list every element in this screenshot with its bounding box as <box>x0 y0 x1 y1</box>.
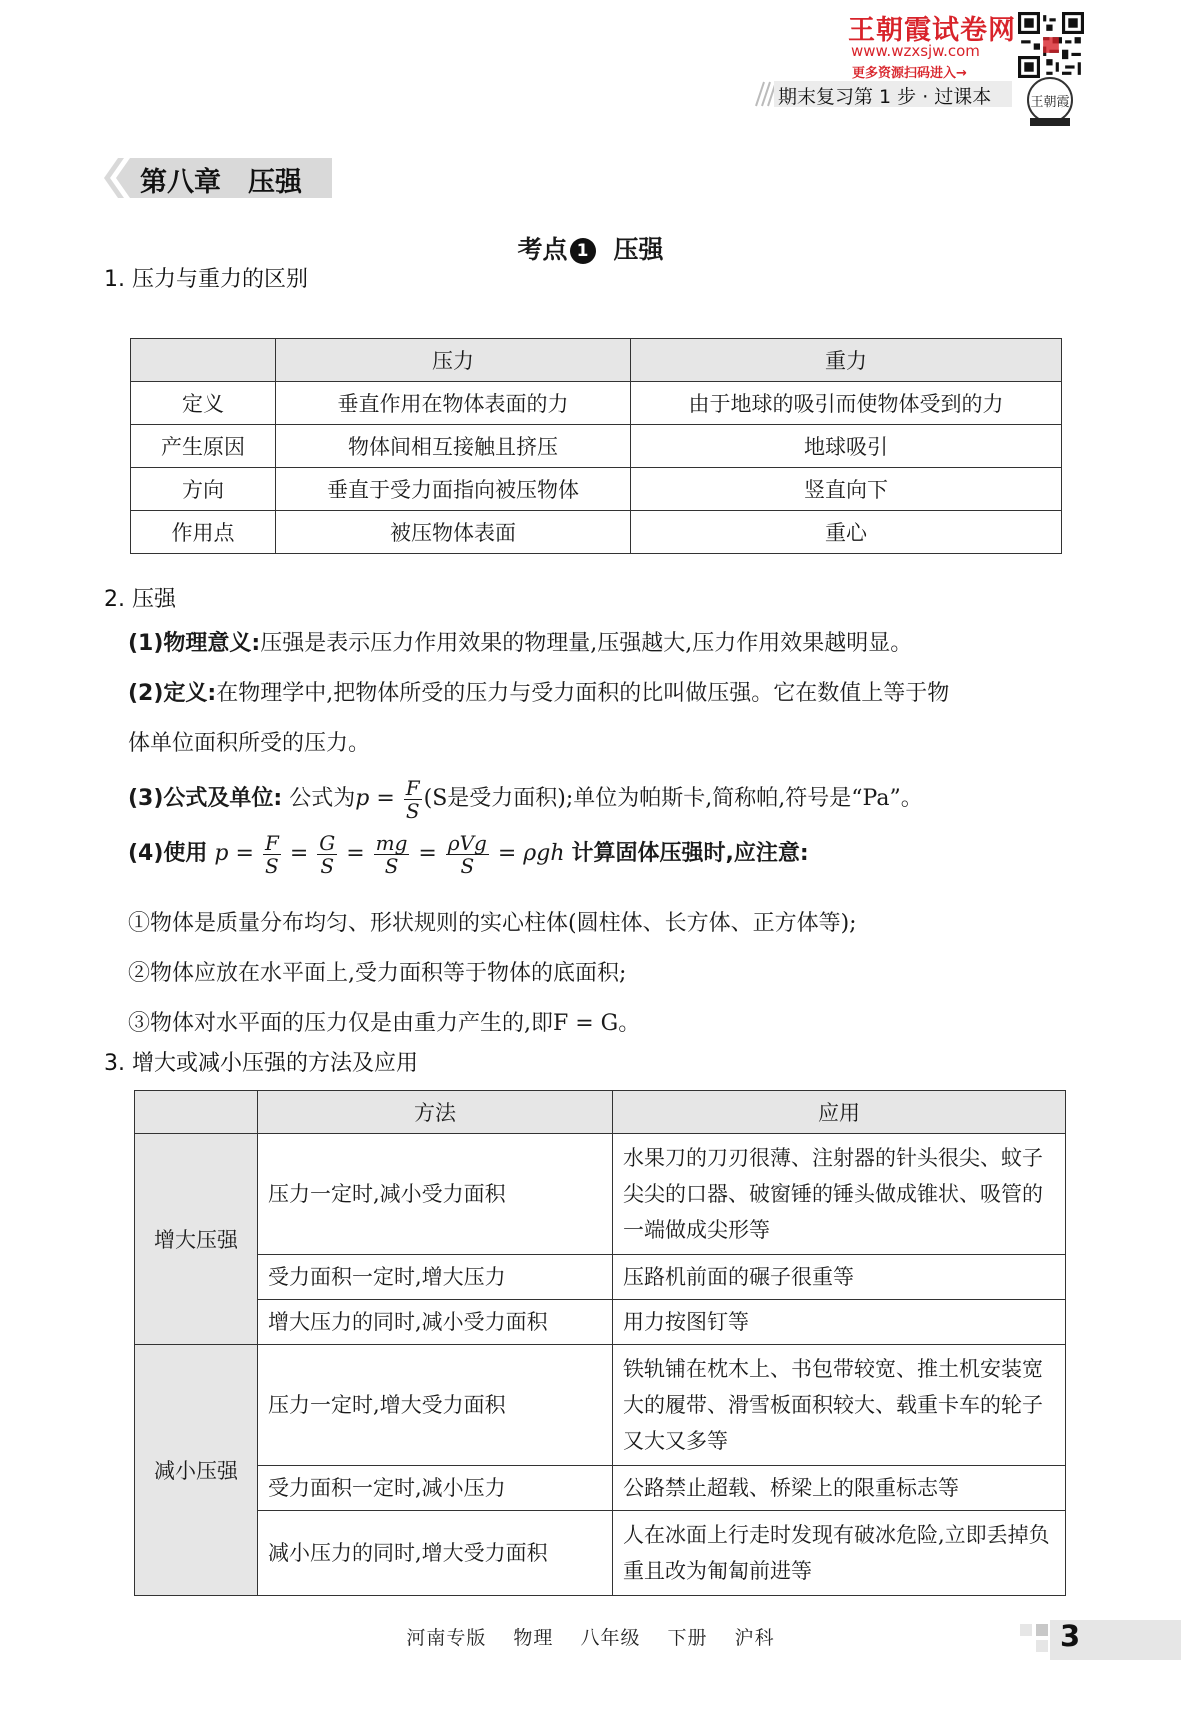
gravity-cell: 重心 <box>631 511 1062 554</box>
section2-heading: 2. 压强 <box>104 587 176 612</box>
page-decoration-icon <box>1018 1622 1052 1656</box>
fraction <box>404 777 422 822</box>
kaodian-heading <box>0 230 1181 266</box>
application-cell: 铁轨铺在枕木上、书包带较宽、推土机安装宽大的履带、滑雪板面积较大、载重卡车的轮子又大又多等 <box>613 1345 1066 1466</box>
group-label: 减小压强 <box>135 1345 258 1596</box>
gravity-cell: 由于地球的吸引而使物体受到的力 <box>631 382 1062 425</box>
gravity-cell: 竖直向下 <box>631 468 1062 511</box>
row-label: 产生原因 <box>131 425 276 468</box>
text: (S是受力面积);单位为帕斯卡,简称帕,符号是“Pa”。 <box>423 786 923 811</box>
qr-code-icon[interactable] <box>1018 12 1084 78</box>
brand-more-text: 更多资源扫码进入→ <box>852 66 967 81</box>
application-cell: 人在冰面上行走时发现有破冰危险,立即丢掉负重且改为匍匐前进等 <box>613 1511 1066 1596</box>
section1-heading: 1. 压力与重力的区别 <box>104 267 308 292</box>
table-header-cell: 方法 <box>258 1091 613 1134</box>
label: (1)物理意义: <box>128 631 261 656</box>
label: (2)定义: <box>128 681 217 706</box>
method-cell: 压力一定时,增大受力面积 <box>258 1345 613 1466</box>
pressure-methods-table <box>134 1090 1066 1596</box>
row-label: 方向 <box>131 468 276 511</box>
denominator: S <box>320 853 335 878</box>
numerator: ρVg <box>447 830 487 855</box>
brand-url[interactable]: www.wzxsjw.com <box>851 42 980 60</box>
paragraph-formula <box>128 775 923 823</box>
paragraph-usage: (4)使用 p = $\frac{F}{S}$ = $\frac{G}{S}$ = $\frac{mg}{S}$ = $\frac{\text{ρVg}}{S}$ = ρgh 计算固体压强时,应注意: <box>128 830 809 878</box>
table-row <box>135 1345 1066 1466</box>
table-header-row <box>135 1091 1066 1134</box>
pressure-cell: 物体间相互接触且挤压 <box>276 425 631 468</box>
fraction <box>263 832 281 877</box>
kaodian-title: 压强 <box>613 235 664 264</box>
kaodian-label: 考点 <box>517 235 568 264</box>
note-item: ③物体对水平面的压力仅是由重力产生的,即F = G。 <box>128 1011 641 1036</box>
table-header-cell <box>131 339 276 382</box>
row-label: 作用点 <box>131 511 276 554</box>
pressure-cell: 垂直作用在物体表面的力 <box>276 382 631 425</box>
application-cell: 压路机前面的碾子很重等 <box>613 1255 1066 1300</box>
grade: 八年级 <box>580 1627 641 1649</box>
application-cell: 公路禁止超载、桥梁上的限重标志等 <box>613 1466 1066 1511</box>
paragraph-definition-cont: 体单位面积所受的压力。 <box>128 731 371 756</box>
fraction <box>374 832 410 877</box>
formula-var: p <box>214 841 229 866</box>
denominator: S <box>405 798 420 823</box>
denominator: S <box>460 853 475 878</box>
application-cell: 水果刀的刀刃很薄、注射器的针头很尖、蚊子尖尖的口器、破窗锤的锤头做成锥状、吸管的一端做成尖形等 <box>613 1134 1066 1255</box>
table-header-cell: 重力 <box>631 339 1062 382</box>
table-row <box>131 425 1062 468</box>
table-row <box>131 511 1062 554</box>
table-header-cell <box>135 1091 258 1134</box>
text: 在物理学中,把物体所受的压力与受力面积的比叫做压强。它在数值上等于物 <box>216 681 950 706</box>
table-header-cell: 压力 <box>276 339 631 382</box>
table-row <box>135 1134 1066 1255</box>
row-label: 定义 <box>131 382 276 425</box>
volume: 下册 <box>667 1627 708 1649</box>
numerator: G <box>319 830 336 855</box>
paragraph-definition <box>128 670 949 718</box>
text: 公式为 <box>289 786 356 811</box>
numerator: mg <box>375 830 408 855</box>
equals-sign: = <box>376 786 395 811</box>
table-header-cell: 应用 <box>613 1091 1066 1134</box>
group-label: 增大压强 <box>135 1134 258 1345</box>
chapter-title: 第八章 压强 <box>140 167 302 198</box>
denominator: S <box>384 853 399 878</box>
seal-stamp-icon <box>1022 76 1082 128</box>
subject: 物理 <box>513 1627 554 1649</box>
method-cell: 增大压力的同时,减小受力面积 <box>258 1300 613 1345</box>
label: (3)公式及单位: <box>128 786 283 811</box>
pressure-cell: 垂直于受力面指向被压物体 <box>276 468 631 511</box>
method-cell: 受力面积一定时,增大压力 <box>258 1255 613 1300</box>
numerator: F <box>264 830 279 855</box>
paragraph-meaning <box>128 620 912 668</box>
formula-var: p <box>355 786 370 811</box>
note-item: ①物体是质量分布均匀、形状规则的实心柱体(圆柱体、长方体、正方体等); <box>128 911 857 936</box>
method-cell: 受力面积一定时,减小压力 <box>258 1466 613 1511</box>
review-step-label: 期末复习第 1 步 · 过课本 <box>778 86 992 108</box>
brand-name: 王朝霞试卷网 <box>848 15 1016 46</box>
text: 压强是表示压力作用效果的物理量,压强越大,压力作用效果越明显。 <box>260 631 913 656</box>
page-number: 3 <box>1060 1619 1081 1653</box>
kaodian-number-badge: 1 <box>570 238 596 264</box>
publisher: 沪科 <box>734 1627 775 1649</box>
edition: 河南专版 <box>406 1627 487 1649</box>
table-row <box>135 1300 1066 1345</box>
denominator: S <box>265 853 279 878</box>
table-row <box>135 1255 1066 1300</box>
fraction <box>317 832 337 877</box>
table-row <box>131 468 1062 511</box>
numerator: F <box>405 775 420 800</box>
fraction <box>446 832 489 877</box>
section3-heading: 3. 增大或减小压强的方法及应用 <box>104 1051 418 1076</box>
pressure-vs-gravity-table <box>130 338 1062 554</box>
table-header-row <box>131 339 1062 382</box>
label: (4)使用 <box>128 841 208 866</box>
pressure-cell: 被压物体表面 <box>276 511 631 554</box>
formula-result: ρgh <box>523 841 565 866</box>
gravity-cell: 地球吸引 <box>631 425 1062 468</box>
table-row <box>131 382 1062 425</box>
footer-info <box>0 1623 1181 1650</box>
label: 计算固体压强时,应注意: <box>571 841 809 866</box>
method-cell: 压力一定时,减小受力面积 <box>258 1134 613 1255</box>
method-cell: 减小压力的同时,增大受力面积 <box>258 1511 613 1596</box>
table-row <box>135 1511 1066 1596</box>
svg-text:王朝霞: 王朝霞 <box>1030 95 1070 110</box>
application-cell: 用力按图钉等 <box>613 1300 1066 1345</box>
table-row <box>135 1466 1066 1511</box>
note-item: ②物体应放在水平面上,受力面积等于物体的底面积; <box>128 961 627 986</box>
